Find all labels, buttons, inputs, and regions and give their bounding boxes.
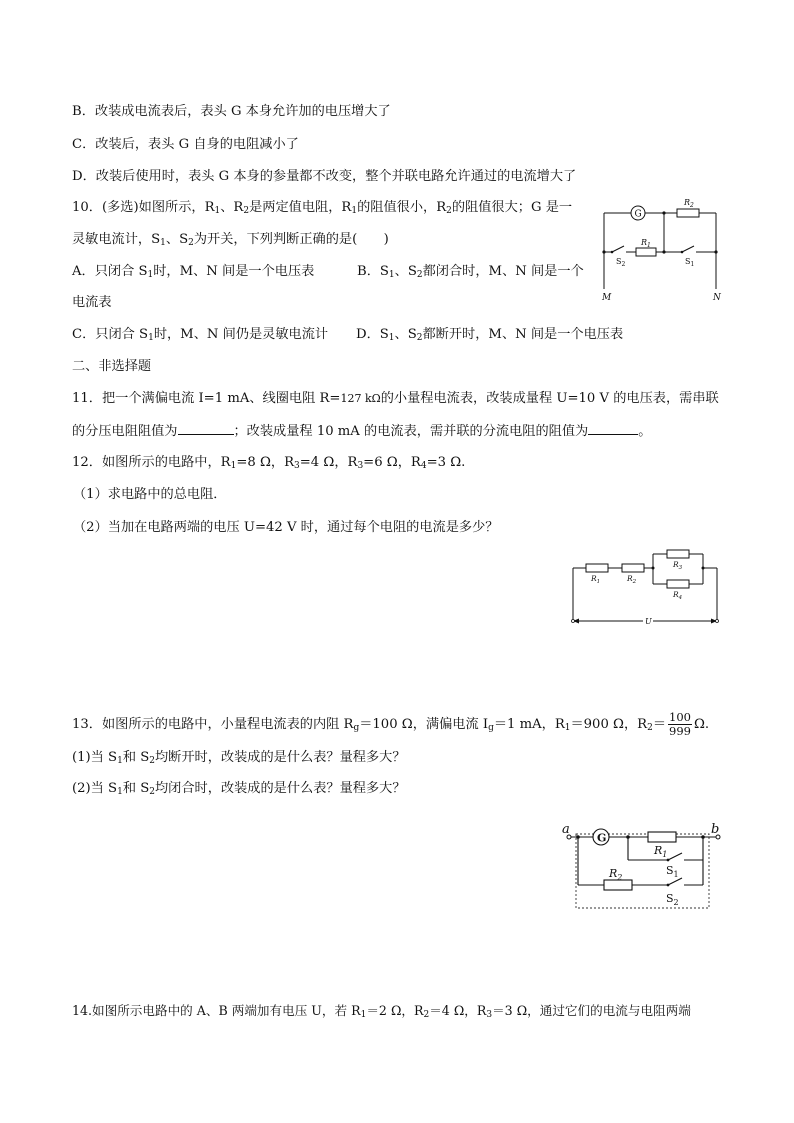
q10-option-b: B．$S_1$、$S_2$都闭合时，M、N 间是一个 — [357, 264, 584, 280]
q9-option-c: C．改装后，表头 G 自身的电阻减小了 — [72, 137, 299, 152]
q9-option-b: B．改装成电流表后，表头 G 本身允许加的电压增大了 — [72, 104, 391, 119]
r1-label: $R_1$ — [591, 574, 601, 585]
answer-blank-2 — [588, 422, 638, 435]
galvanometer-label: G — [634, 209, 642, 220]
terminal-m-label: M — [602, 293, 612, 303]
terminal-b-label: b — [711, 822, 720, 837]
q9-option-d: D．改装后使用时，表头 G 本身的参量都不改变，整个并联电路允许通过的电流增大了 — [72, 169, 577, 184]
s1-label: $S_1$ — [685, 257, 695, 268]
r4-label: $R_4$ — [673, 590, 683, 601]
s2-label: $S_2$ — [616, 257, 626, 268]
q10-option-b-continued: 电流表 — [72, 295, 112, 310]
section-heading: 二、非选择题 — [72, 359, 152, 374]
q10-option-d: D．$S_1$、$S_2$都断开时，M、N 间是一个电压表 — [356, 327, 624, 343]
q10-option-c: C．只闭合 $S_1$时，M、N 间仍是灵敏电流计 — [72, 327, 329, 343]
q11-line1: 11．把一个满偏电流 I=1 mA、线圈电阻 R=127 kΩ的小量程电流表，改装成量程 U=10 V 的电压表，需串联 — [72, 391, 719, 406]
q12-stem: 12．如图所示的电路中，$R_1=8$ Ω，$R_3=4$ Ω，$R_3=6$ Ω，$R_4=3$ Ω. — [72, 455, 466, 471]
q13-part2: (2)当 $S_1$和 $S_2$均闭合时，改装成的是什么表？量程多大？ — [72, 781, 406, 797]
r2-label: $R_2$ — [684, 198, 694, 209]
r2-label: $R_2$ — [609, 867, 623, 882]
voltage-u-label: U — [645, 617, 652, 626]
q10-stem-line1: 10．(多选)如图所示，$R_1$、$R_2$是两定值电阻，$R_1$的阻值很小，$R_2$的阻值很大；G 是一 — [72, 200, 573, 216]
galvanometer-label: G — [597, 831, 607, 845]
q11-line2: 的分压电阻阻值为 ；改装成量程 10 mA 的电流表，需并联的分流电阻的阻值为 。 — [72, 424, 652, 439]
q10-option-a: A．只闭合 $S_1$时，M、N 间是一个电压表 — [72, 264, 315, 280]
r2-label: $R_2$ — [627, 574, 637, 585]
q12-circuit-figure — [566, 545, 724, 629]
q12-part1: （1）求电路中的总电阻． — [73, 487, 227, 502]
q12-part2: （2）当加在电路两端的电压 U=42 V 时，通过每个电阻的电流是多少？ — [73, 520, 499, 535]
q13-part1: (1)当 $S_1$和 $S_2$均断开时，改装成的是什么表？量程多大？ — [72, 750, 406, 766]
q10-circuit-figure — [596, 194, 736, 306]
q10-stem-line2: 灵敏电流计，$S_1$、$S_2$为开关，下列判断正确的是( ) — [72, 232, 389, 248]
terminal-n-label: N — [713, 293, 721, 303]
r1-label: $R_1$ — [641, 238, 651, 249]
q14-stem: 14.如图所示电路中的 A、B 两端加有电压 U，若 $R_1=2$ Ω，$R_2=4$ Ω，$R_3=3$ Ω，通过它们的电流与电阻两端 — [72, 1003, 691, 1020]
r2-fraction: $\frac{100}{999}$ — [669, 710, 691, 738]
r1-label: $R_1$ — [654, 844, 668, 859]
q13-circuit-figure — [560, 818, 730, 914]
terminal-a-label: a — [562, 822, 570, 837]
s2-label: $S_2$ — [666, 892, 679, 907]
s1-label: $S_1$ — [666, 864, 679, 879]
q13-stem: 13．如图所示的电路中，小量程电流表的内阻 $R_g=100$ Ω，满偏电流 $I_g=1$ mA，$R_1=900$ Ω，$R_2=$ $\frac{100}{999}$ Ω. — [72, 710, 710, 738]
r3-label: $R_3$ — [673, 560, 683, 571]
answer-blank-1 — [178, 422, 234, 435]
